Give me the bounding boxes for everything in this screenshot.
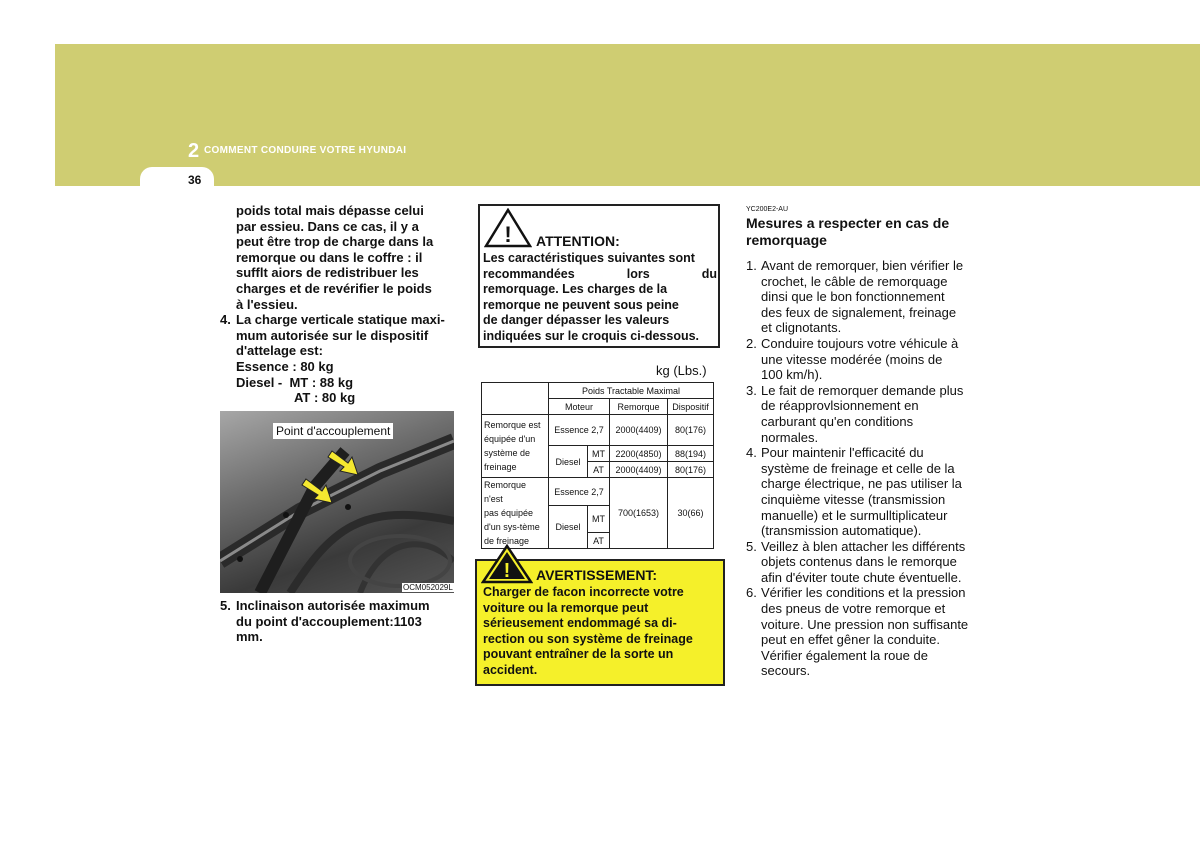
table-header: Poids Tractable Maximal [549, 383, 714, 399]
table-cell: MT [588, 506, 610, 533]
list-item: 5. Veillez à blen attacher les différents objets contenus dans le remorque afin d'éviter toute chute éventuelle. [746, 538, 966, 585]
list-item: 1. Avant de remorquer, bien vérifier le crochet, le câble de remorquage dinsi que le bon fonctionnement des feux de signalement, freinage et clignotants. [746, 258, 964, 336]
towing-capacity-table [481, 382, 714, 549]
warning-triangle-icon [481, 544, 533, 584]
photo-label: Point d'accouplement [273, 423, 393, 439]
table-cell: Diesel [549, 506, 588, 549]
table-cell: 80(176) [668, 415, 714, 446]
load-diesel-at: AT : 80 kg [294, 390, 356, 406]
load-essence: Essence : 80 kg [236, 358, 334, 374]
svg-text:!: ! [503, 560, 511, 582]
item-5: 5. Inclinaison autorisée maximum du point d'accouplement:1103 mm. [220, 598, 430, 645]
table-cell: Diesel [549, 446, 588, 478]
item-4: 4. La charge verticale statique maxi- mum autorisée sur le dispositif d'attelage est: Essence : 80 kg Diesel - MT : 88 kg AT : 80 kg [220, 312, 454, 406]
warning-title: AVERTISSEMENT: [536, 567, 658, 583]
table-header: Moteur [549, 399, 610, 415]
table-cell: AT [588, 462, 610, 478]
right-column-list [746, 258, 980, 679]
table-cell: 80(176) [668, 462, 714, 478]
table-cell: Remorque est équipée d'un système de freinage [482, 415, 549, 478]
attention-text: Les caractéristiques suivantes sont recommandées lors du remorquage. Les charges de la remorque ne peuvent sous peine de danger dépasser les valeurs indiquées sur le croquis ci-dessous. [483, 251, 717, 343]
list-item: 2. Conduire toujours votre véhicule à une vitesse modérée (moins de 100 km/h). [746, 335, 959, 383]
svg-text:!: ! [504, 222, 512, 247]
table-cell: 2000(4409) [610, 415, 668, 446]
chapter-number: 2 [188, 140, 200, 162]
load-diesel-mt: Diesel - MT : 88 kg [236, 374, 354, 390]
table-cell: 2200(4850) [610, 446, 668, 462]
table-cell: Essence 2,7 [549, 415, 610, 446]
chapter-title: COMMENT CONDUIRE VOTRE HYUNDAI [204, 145, 407, 156]
table-row [482, 478, 714, 506]
table-cell: 2000(4409) [610, 462, 668, 478]
table-cell: Remorque n'est pas équipée d'un sys-tème de freinage [482, 478, 549, 549]
table-cell: 700(1653) [610, 478, 668, 549]
header-band [55, 44, 1200, 186]
list-item: 3. Le fait de remorquer demande plus de réapprovlsionnement en carburant qu'en conditions normales. [746, 382, 964, 445]
table-cell: AT [588, 533, 610, 549]
page-number-tab [140, 167, 214, 191]
table-header: Dispositif [668, 399, 714, 415]
table-unit: kg (Lbs.) [656, 363, 707, 378]
table-row [482, 383, 714, 399]
section-code: YC200E2-AU [746, 206, 789, 213]
table-cell: Essence 2,7 [549, 478, 610, 506]
page-number: 36 [188, 173, 202, 187]
list-item: 6. Vérifier les conditions et la pression des pneus de votre remorque et voiture. Une pression non suffisante peut en effet gêner la conduite. Vérifier également la roue de secours. [746, 585, 969, 679]
warning-text: Charger de facon incorrecte votre voiture ou la remorque peut sérieusement endommagé sa di- rection ou son système de freinage pouvant entraîner de la sorte un accident. [483, 585, 693, 677]
attention-title: ATTENTION: [536, 233, 620, 249]
photo-code: OCM052029L [403, 583, 453, 592]
table-header: Remorque [610, 399, 668, 415]
table-cell: 88(194) [668, 446, 714, 462]
list-item: 4. Pour maintenir l'efficacité du système de freinage et celle de la charge électrique, ne pas utiliser la cinquième vitesse (transmission manuelle) et le surmulltiplicateur (transmission automatique). [746, 445, 962, 539]
left-column-text [220, 203, 454, 406]
table-cell: MT [588, 446, 610, 462]
caution-triangle-icon [484, 208, 532, 248]
intro-paragraph: poids total mais dépasse celui par essieu. Dans ce cas, il y a peut être trop de charge dans la remorque ou dans le coffre : il sufflt aiors de redistribuer les charges et de revérifier le poids à l'essieu. [236, 203, 434, 312]
table-cell: 30(66) [668, 478, 714, 549]
section-heading: Mesures a respecter en cas de remorquage [746, 215, 950, 248]
